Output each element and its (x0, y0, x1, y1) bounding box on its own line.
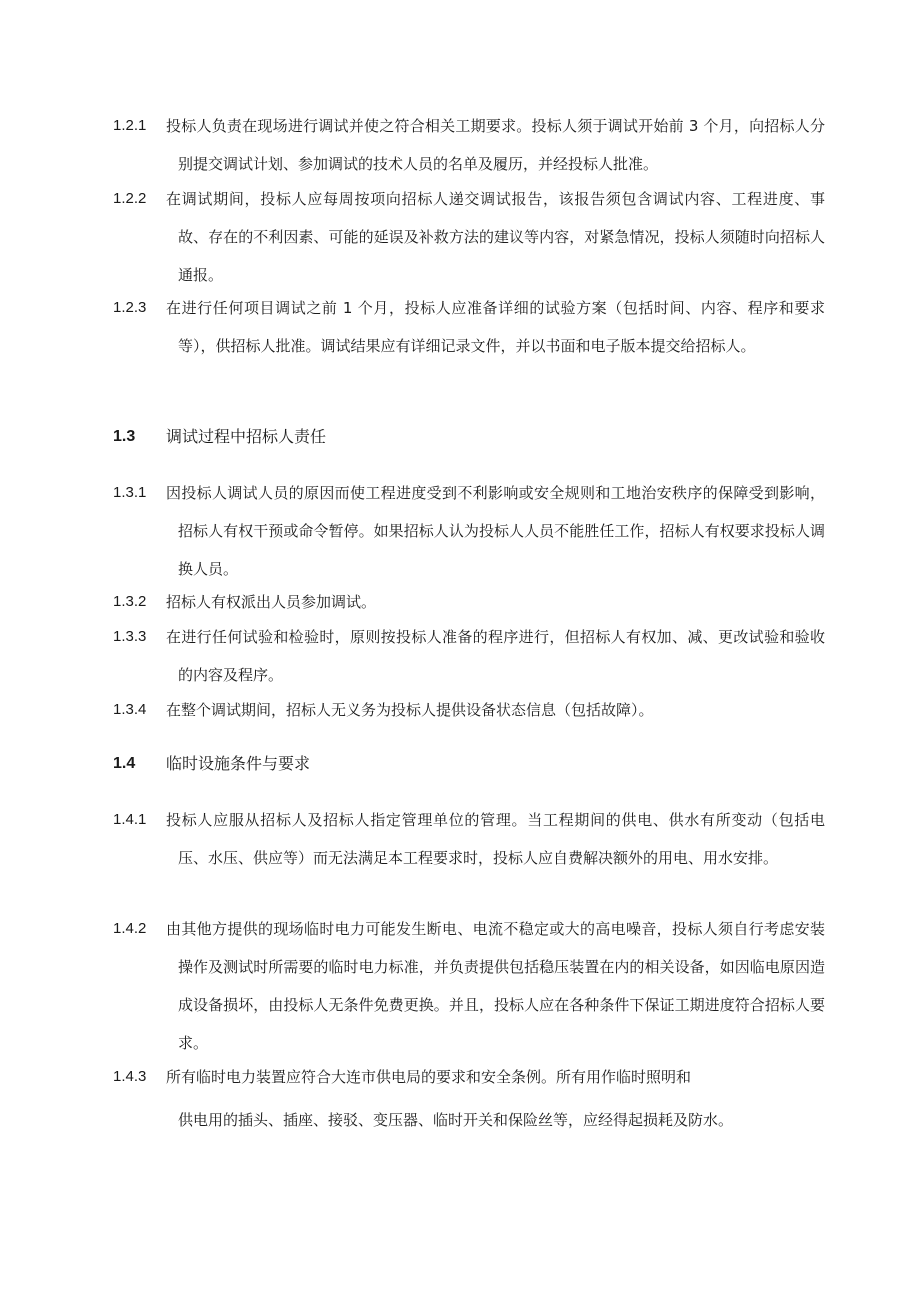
section-number: 1.4 (113, 755, 136, 772)
clause-1-2-3 (113, 289, 825, 365)
clause-1-3-1 (113, 474, 825, 588)
clause-text: 投标人负责在现场进行调试并使之符合相关工期要求。投标人须于调试开始前 3 个月，向招标人分别提交调试计划、参加调试的技术人员的名单及履历，并经投标人批准。 (166, 117, 825, 173)
clause-1-4-2 (113, 910, 825, 1062)
clause-text: 在调试期间，投标人应每周按项向招标人递交调试报告，该报告须包含调试内容、工程进度、事故、存在的不利因素、可能的延误及补救方法的建议等内容，对紧急情况，投标人须随时向招标人通报。 (166, 190, 825, 284)
clause-text: 招标人有权派出人员参加调试。 (166, 593, 377, 611)
clause-1-4-3 (113, 1058, 825, 1096)
section-title: 临时设施条件与要求 (166, 754, 311, 773)
clause-text: 因投标人调试人员的原因而使工程进度受到不利影响或安全规则和工地治安秩序的保障受到影响，招标人有权干预或命令暂停。如果招标人认为投标人人员不能胜任工作，招标人有权要求投标人调换人员。 (166, 484, 825, 578)
clause-text: 在整个调试期间，招标人无义务为投标人提供设备状态信息（包括故障）。 (166, 701, 654, 719)
clause-1-4-1 (113, 801, 825, 877)
clause-text: 在进行任何项目调试之前 1 个月，投标人应准备详细的试验方案（包括时间、内容、程序和要求等），供招标人批准。调试结果应有详细记录文件，并以书面和电子版本提交给招标人。 (166, 299, 825, 355)
clause-1-3-2 (113, 583, 825, 621)
clause-1-3-3 (113, 618, 825, 694)
clause-number: 1.4.1 (113, 811, 147, 828)
clause-1-2-1 (113, 107, 825, 183)
clause-number: 1.3.4 (113, 701, 147, 718)
clause-number: 1.3.2 (113, 593, 147, 610)
clause-number: 1.3.1 (113, 484, 147, 501)
clause-number: 1.2.3 (113, 299, 147, 316)
clause-text-continuation: 供电用的插头、插座、接驳、变压器、临时开关和保险丝等，应经得起损耗及防水。 (178, 1111, 734, 1129)
clause-text: 由其他方提供的现场临时电力可能发生断电、电流不稳定或大的高电噪音，投标人须自行考虑安装操作及测试时所需要的临时电力标准，并负责提供包括稳压装置在内的相关设备，如因临电原因造成设备损坏，由投标人无条件免费更换。并且，投标人应在各种条件下保证工期进度符合招标人要求。 (166, 920, 825, 1052)
clause-text: 投标人应服从招标人及招标人指定管理单位的管理。当工程期间的供电、供水有所变动（包括电压、水压、供应等）而无法满足本工程要求时，投标人应自费解决额外的用电、用水安排。 (166, 811, 825, 867)
section-heading-1-3 (113, 418, 825, 456)
clause-number: 1.4.2 (113, 920, 147, 937)
section-heading-1-4 (113, 745, 825, 783)
clause-number: 1.4.3 (113, 1068, 147, 1085)
clause-number: 1.2.1 (113, 117, 147, 134)
clause-text: 在进行任何试验和检验时，原则按投标人准备的程序进行，但招标人有权加、减、更改试验和验收的内容及程序。 (166, 628, 825, 684)
clause-text: 所有临时电力装置应符合大连市供电局的要求和安全条例。所有用作临时照明和 (166, 1068, 692, 1086)
section-number: 1.3 (113, 428, 136, 445)
clause-1-2-2 (113, 180, 825, 294)
clause-1-4-3-continuation (178, 1101, 778, 1139)
clause-number: 1.2.2 (113, 190, 147, 207)
section-title: 调试过程中招标人责任 (166, 427, 327, 446)
clause-1-3-4 (113, 691, 825, 729)
clause-number: 1.3.3 (113, 628, 147, 645)
